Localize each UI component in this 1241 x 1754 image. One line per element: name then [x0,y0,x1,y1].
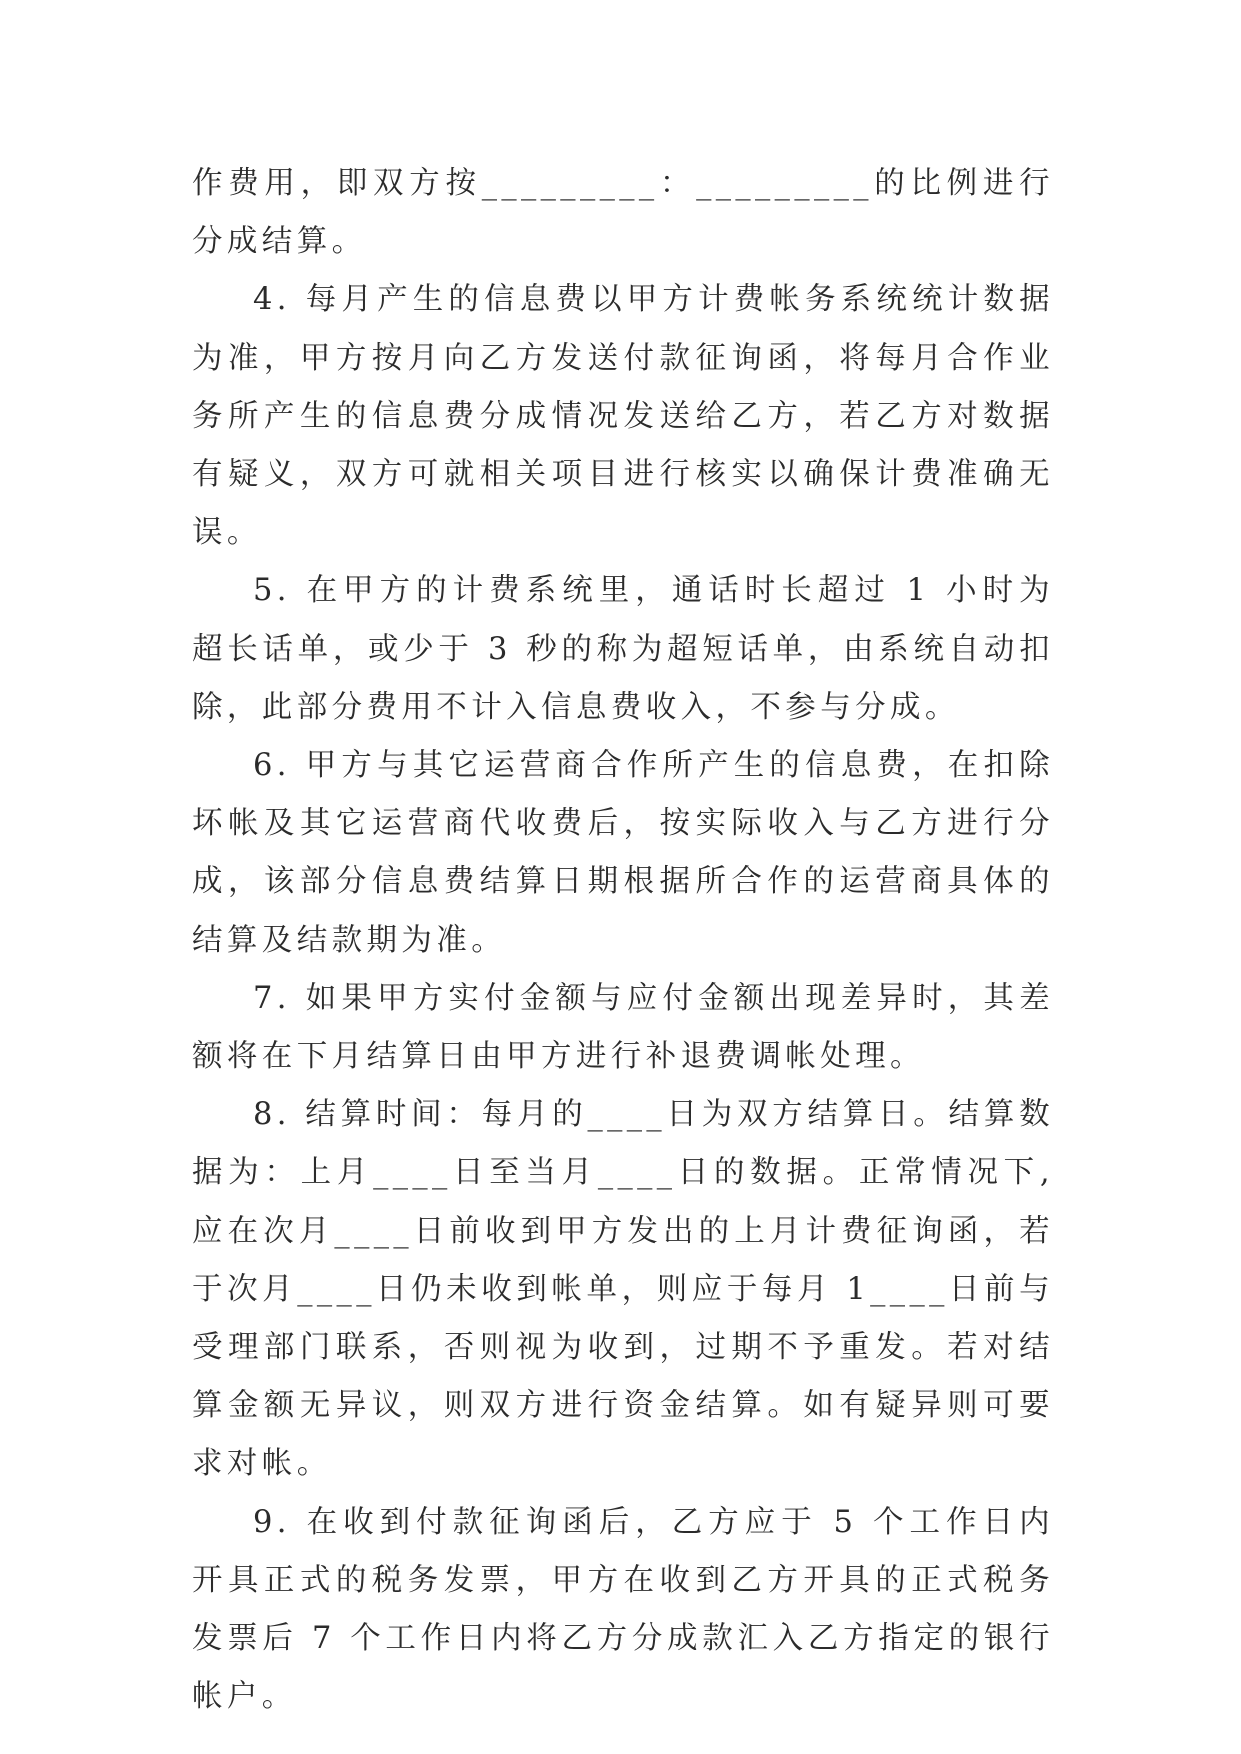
document-body [192,155,1054,1726]
paragraph-item-8: 8. 结算时间：每月的____日为双方结算日。结算数据为：上月____日至当月____日的数据。正常情况下,应在次月____日前收到甲方发出的上月计费征询函，若于次月____日仍未收到帐单，则应于每月 1____日前与受理部门联系，否则视为收到，过期不予重发。若对结算金额无异议，则双方进行资金结算。如有疑异则可要求对帐。 [192,1097,1054,1482]
paragraph-continuation: 作费用，即双方按_________：_________的比例进行分成结算。 [192,166,1054,260]
paragraph-item-9: 9. 在收到付款征询函后，乙方应于 5 个工作日内开具正式的税务发票，甲方在收到乙方开具的正式税务发票后 7 个工作日内将乙方分成款汇入乙方指定的银行帐户。 [192,1504,1054,1715]
paragraph-item-5: 5. 在甲方的计费系统里，通话时长超过 1 小时为超长话单，或少于 3 秒的称为超短话单，由系统自动扣除，此部分费用不计入信息费收入，不参与分成。 [192,573,1054,725]
paragraph-item-4: 4. 每月产生的信息费以甲方计费帐务系统统计数据为准，甲方按月向乙方发送付款征询函，将每月合作业务所产生的信息费分成情况发送给乙方，若乙方对数据有疑义，双方可就相关项目进行核实以确保计费准确无误。 [192,282,1054,551]
paragraph-item-6: 6. 甲方与其它运营商合作所产生的信息费，在扣除坏帐及其它运营商代收费后，按实际收入与乙方进行分成，该部分信息费结算日期根据所合作的运营商具体的结算及结款期为准。 [192,748,1054,958]
paragraph-item-7: 7. 如果甲方实付金额与应付金额出现差异时，其差额将在下月结算日由甲方进行补退费调帐处理。 [192,980,1054,1075]
